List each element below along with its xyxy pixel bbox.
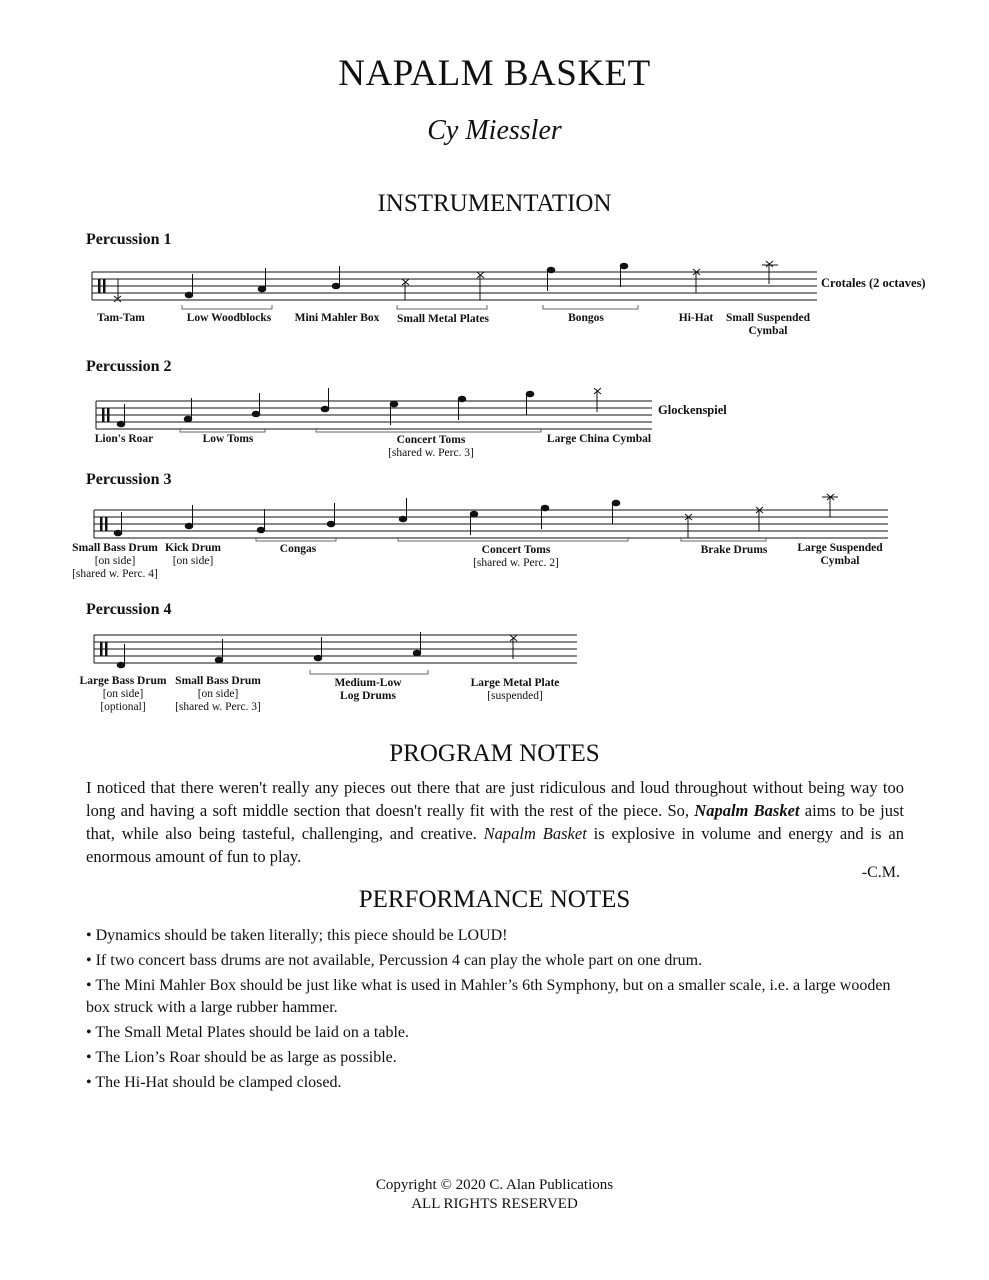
instrument-label: Low Woodblocks (186, 312, 272, 324)
percussion-4-label: Percussion 4 (86, 601, 172, 618)
instrument-label: Low Toms (202, 433, 254, 445)
percussion-2-label: Percussion 2 (86, 358, 172, 375)
percussion-3-label: Percussion 3 (86, 471, 172, 488)
list-item: • If two concert bass drums are not available, Percussion 4 can play the whole part on one drum. (86, 952, 703, 969)
program-notes-signature: -C.M. (861, 864, 900, 881)
copyright-notice: Copyright © 2020 C. Alan Publications ALL RIGHTS RESERVED (375, 1177, 614, 1212)
instrument-label: Large China Cymbal (546, 433, 652, 445)
glockenspiel-staff-name: Glockenspiel (658, 403, 727, 417)
list-item: • The Mini Mahler Box should be just like what is used in Mahler’s 6th Symphony, but on a smaller scale, i.e. a large wooden box struck with a large rubber hammer. (86, 977, 891, 1016)
performance-notes-heading: PERFORMANCE NOTES (358, 886, 631, 913)
instrument-label: Hi-Hat (678, 312, 714, 324)
instrument-label: Small Bass Drum [on side] [shared w. Perc. 3] (175, 675, 261, 713)
instrument-label: Mini Mahler Box (294, 312, 380, 324)
instrument-label: Tam-Tam (97, 312, 145, 324)
performance-notes-list (86, 925, 904, 1097)
page-title: NAPALM BASKET (338, 53, 651, 94)
instrument-label: Concert Toms [shared w. Perc. 3] (388, 434, 474, 459)
instrument-label: Brake Drums (700, 544, 768, 556)
program-notes-heading: PROGRAM NOTES (389, 740, 600, 767)
instrument-label: Concert Toms [shared w. Perc. 2] (473, 544, 559, 569)
composer-name: Cy Miessler (427, 115, 562, 146)
instrument-label: Small Bass Drum [on side] [shared w. Perc. 4] (72, 542, 158, 580)
program-notes-body: I noticed that there weren't really any pieces out there that are just ridiculous and loud throughout without being way too long and having a soft middle section that doesn't really fit with the rest of the piece. So, Napalm Basket aims to be just that, while also being tasteful, challenging, and creative. Napalm Basket is explosive in volume and energy and is an enormous amount of fun to play. (86, 778, 904, 866)
instrument-label: Medium-Low Log Drums (334, 677, 402, 702)
instrumentation-heading: INSTRUMENTATION (377, 190, 612, 217)
instrument-label: Large Metal Plate [suspended] (470, 677, 560, 702)
instrument-label: Large Bass Drum [on side] [optional] (79, 675, 167, 713)
list-item: • Dynamics should be taken literally; this piece should be LOUD! (86, 927, 508, 944)
instrument-label: Bongos (568, 312, 604, 324)
list-item: • The Lion’s Roar should be as large as possible. (86, 1049, 397, 1066)
percussion-1-label: Percussion 1 (86, 231, 172, 248)
list-item: • The Small Metal Plates should be laid on a table. (86, 1024, 410, 1041)
crotales-staff-name: Crotales (2 octaves) (821, 276, 926, 290)
instrument-label: Small Suspended Cymbal (725, 312, 811, 337)
instrument-label: Large Suspended Cymbal (797, 542, 883, 567)
instrument-label: Kick Drum [on side] (165, 542, 221, 567)
list-item: • The Hi-Hat should be clamped closed. (86, 1074, 342, 1091)
instrument-label: Small Metal Plates (397, 313, 489, 325)
instrument-label: Lion's Roar (94, 433, 154, 445)
instrument-label: Congas (279, 543, 317, 555)
